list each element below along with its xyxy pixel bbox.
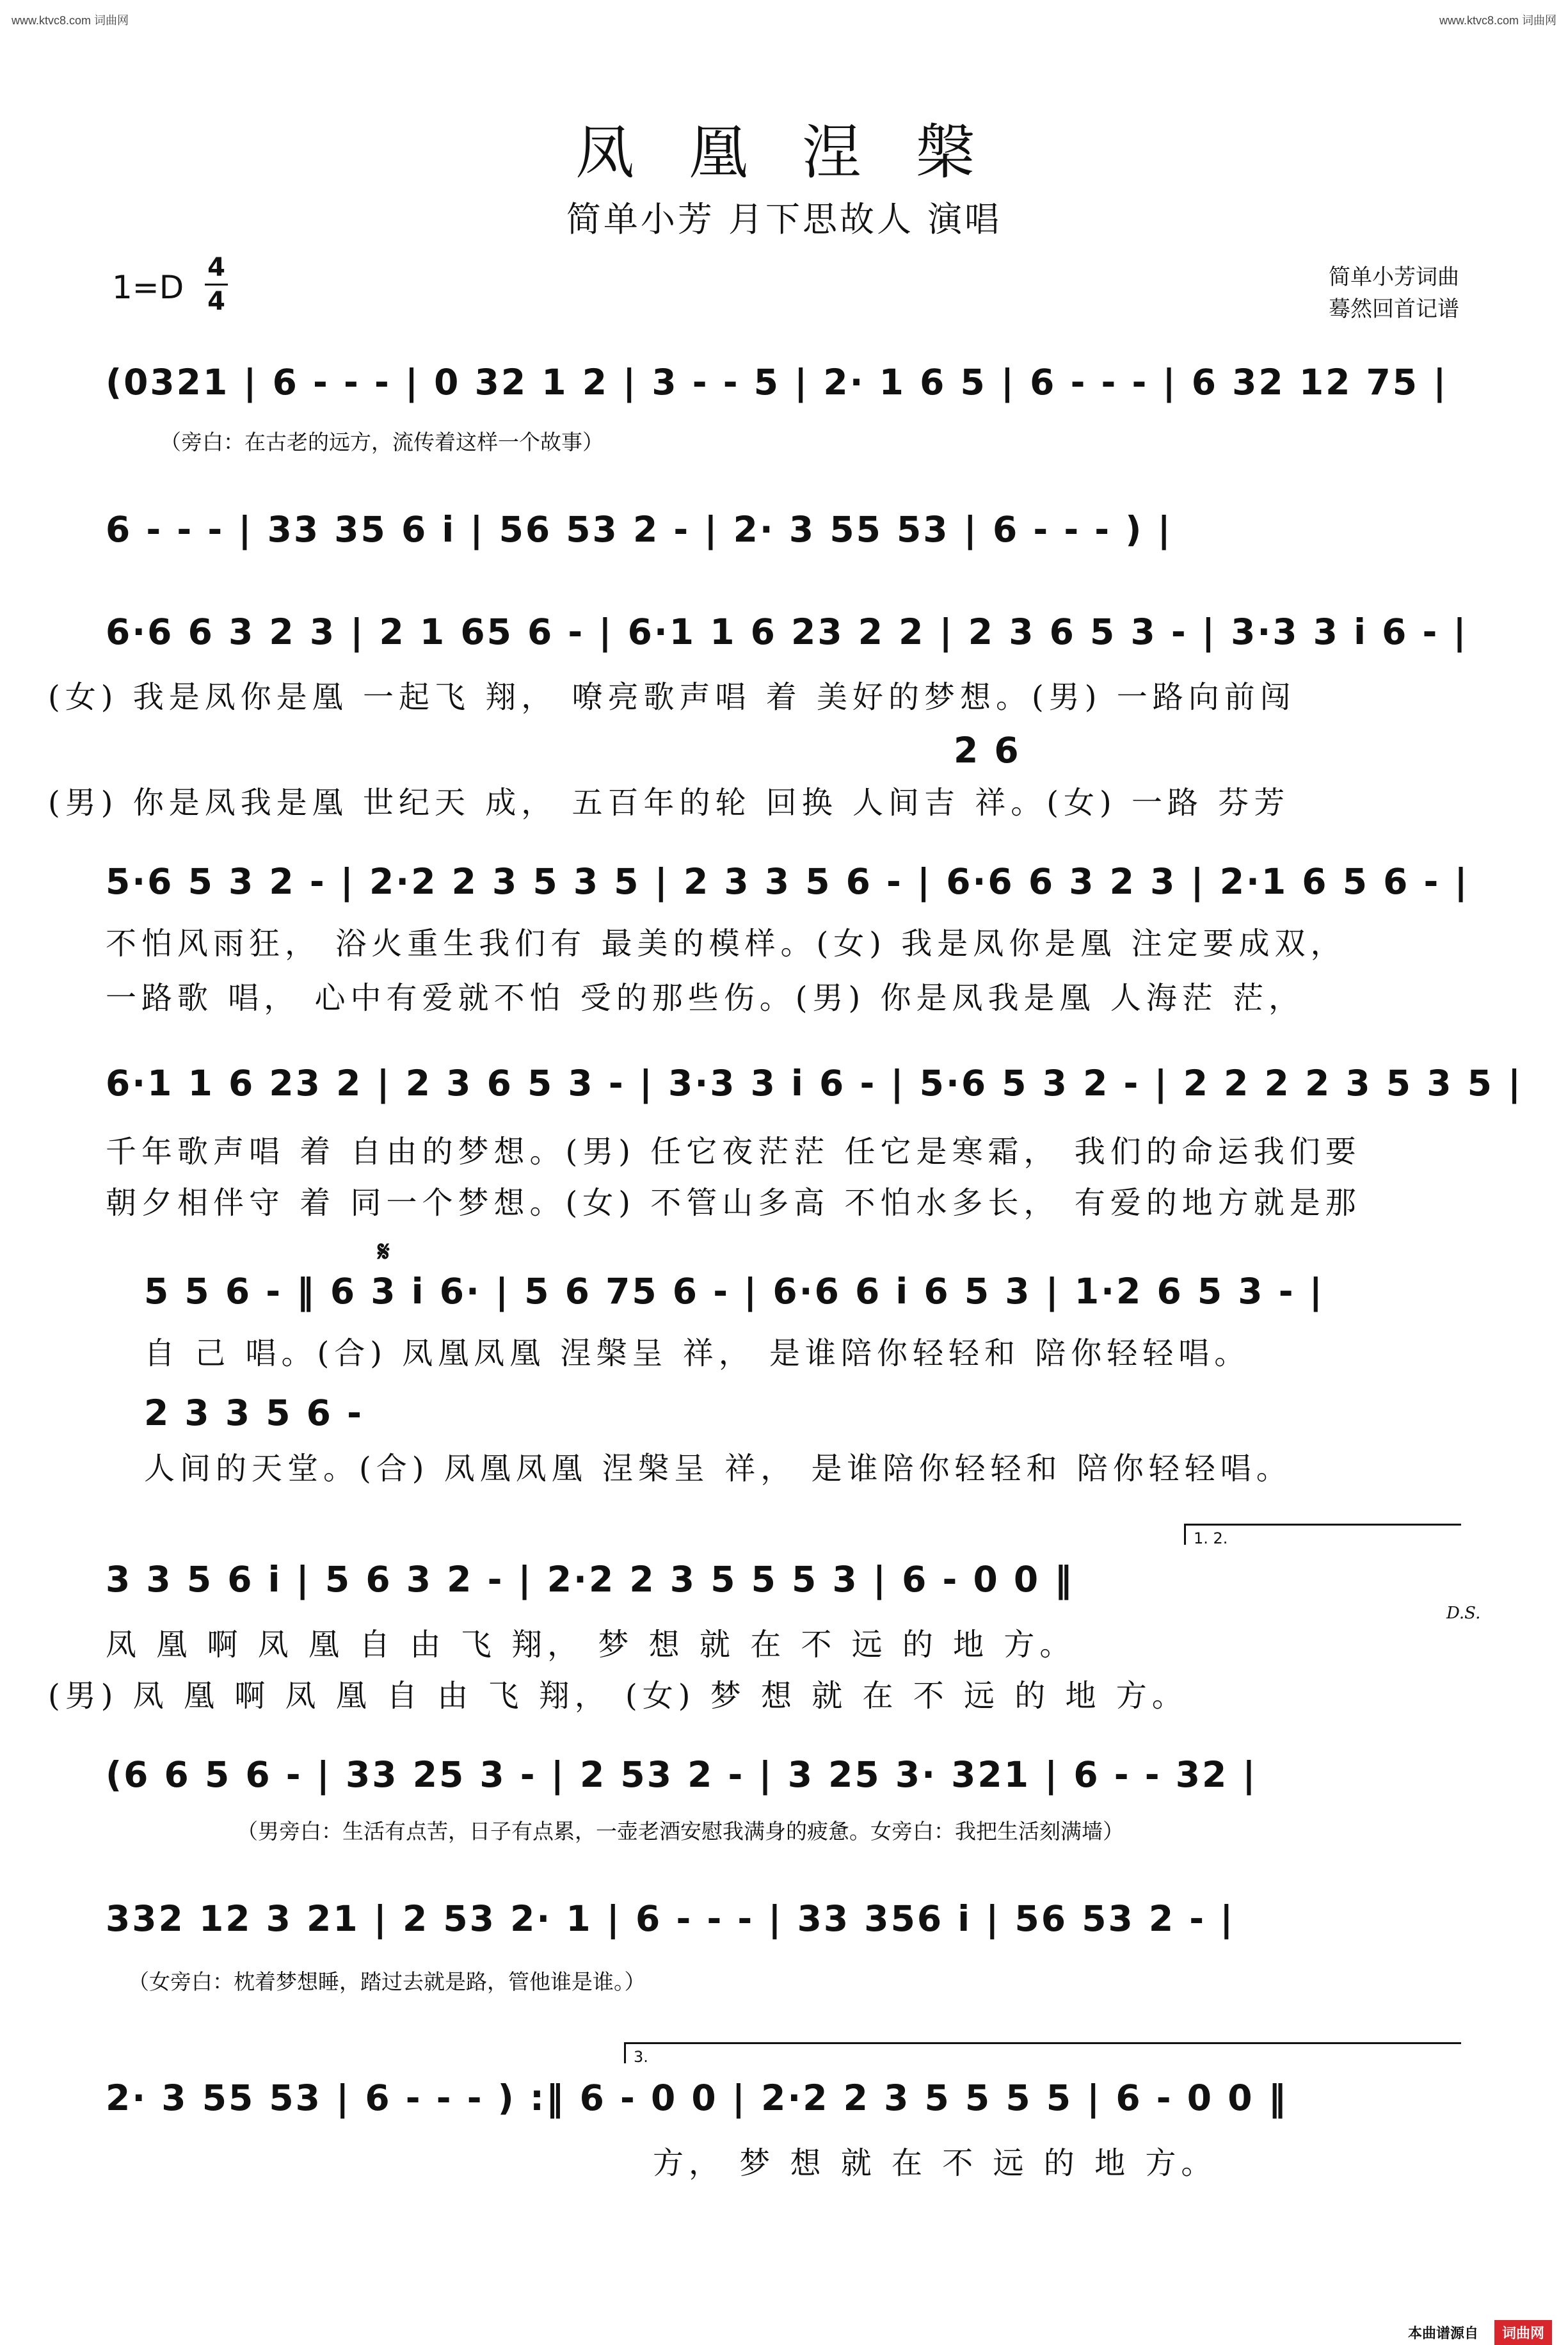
watermark-left: www.ktvc8.com 词曲网 bbox=[12, 14, 129, 27]
lyric-line: 朝夕相伴守 着 同一个梦想。(女) 不管山多高 不怕水多长， 有爱的地方就是那 bbox=[106, 1185, 1361, 1221]
notation-row: (6 6 5 6 - | 33 25 3 - | 2 53 2 - | 3 25 3· 321 | 6 - - 32 | bbox=[106, 1754, 1258, 1795]
lyric-line: 凤 凰 啊 凤 凰 自 由 飞 翔， 梦 想 就 在 不 远 的 地 方。 bbox=[106, 1627, 1076, 1663]
volta-bracket-1-2 bbox=[1184, 1524, 1461, 1545]
song-title: 凤 凰 涅 槃 bbox=[575, 118, 993, 187]
lyric-line: (男) 你是凤我是凰 世纪天 成， 五百年的轮 回换 人间吉 祥。(女) 一路 芬芳 bbox=[48, 785, 1290, 821]
volta-label: 1. 2. bbox=[1194, 1529, 1228, 1547]
dal-segno-mark: D.S. bbox=[1446, 1604, 1481, 1623]
key-signature: 1=D bbox=[112, 269, 184, 306]
footer-brand: 词曲网 bbox=[1494, 2320, 1552, 2345]
notation-fragment: 2 3 3 5 6 - bbox=[144, 1392, 364, 1433]
notation-row: 332 12 3 21 | 2 53 2· 1 | 6 - - - | 33 356 i | 56 53 2 - | bbox=[106, 1898, 1235, 1939]
lyric-line: (女) 我是凤你是凰 一起飞 翔， 嘹亮歌声唱 着 美好的梦想。(男) 一路向前闯 bbox=[48, 679, 1296, 715]
time-signature bbox=[204, 253, 229, 316]
notation-row: 6·1 1 6 23 2 | 2 3 6 5 3 - | 3·3 3 i 6 - | 5·6 5 3 2 - | 2 2 2 2 3 5 3 5 | bbox=[106, 1063, 1523, 1104]
footer-source: 本曲谱源自 bbox=[1408, 2325, 1479, 2341]
volta-bracket-3 bbox=[624, 2042, 1461, 2066]
narration-note: （女旁白：枕着梦想睡，踏过去就是路，管他谁是谁。） bbox=[128, 1969, 646, 1994]
lyric-line: (男) 凤 凰 啊 凤 凰 自 由 飞 翔， (女) 梦 想 就 在 不 远 的 地 方。 bbox=[48, 1678, 1188, 1714]
lyric-line: 千年歌声唱 着 自由的梦想。(男) 任它夜茫茫 任它是寒霜， 我们的命运我们要 bbox=[106, 1134, 1361, 1170]
notation-row: 5 5 6 - ‖ 6 3 i 6· | 5 6 75 6 - | 6·6 6 i 6 5 3 | 1·2 6 5 3 - | bbox=[144, 1271, 1324, 1312]
lyric-line: 一路歌 唱， 心中有爱就不怕 受的那些伤。(男) 你是凤我是凰 人海茫 茫， bbox=[106, 980, 1305, 1016]
narration-note: （男旁白：生活有点苦，日子有点累，一壶老酒安慰我满身的疲惫。女旁白：我把生活刻满墙） bbox=[237, 1819, 1124, 1844]
notation-fragment: 2 6 bbox=[954, 730, 1021, 771]
watermark-right: www.ktvc8.com 词曲网 bbox=[1439, 14, 1556, 27]
lyric-line: 方， 梦 想 就 在 不 远 的 地 方。 bbox=[653, 2145, 1217, 2181]
credit-composer: 简单小芳词曲 bbox=[1329, 264, 1459, 290]
lyric-line: 不怕风雨狂， 浴火重生我们有 最美的模样。(女) 我是凤你是凰 注定要成双， bbox=[106, 926, 1347, 962]
time-signature-top: 4 bbox=[207, 253, 225, 282]
narration-note: （旁白：在古老的远方，流传着这样一个故事） bbox=[160, 430, 604, 455]
credit-transcriber: 蓦然回首记谱 bbox=[1329, 296, 1459, 322]
segno-sign: 𝄋 bbox=[378, 1236, 390, 1268]
notation-row: 5·6 5 3 2 - | 2·2 2 3 5 3 5 | 2 3 3 5 6 - | 6·6 6 3 2 3 | 2·1 6 5 6 - | bbox=[106, 861, 1469, 902]
song-subtitle: 简单小芳 月下思故人 演唱 bbox=[566, 199, 1002, 239]
notation-row: 6 - - - | 33 35 6 i | 56 53 2 - | 2· 3 55 53 | 6 - - - ) | bbox=[106, 509, 1172, 550]
lyric-line: 自 己 唱。(合) 凤凰凤凰 涅槃呈 祥， 是谁陪你轻轻和 陪你轻轻唱。 bbox=[144, 1335, 1251, 1371]
lyric-line: 人间的天堂。(合) 凤凰凤凰 涅槃呈 祥， 是谁陪你轻轻和 陪你轻轻唱。 bbox=[144, 1451, 1292, 1487]
time-signature-bottom: 4 bbox=[207, 287, 225, 316]
notation-row: 6·6 6 3 2 3 | 2 1 65 6 - | 6·1 1 6 23 2 2 | 2 3 6 5 3 - | 3·3 3 i 6 - | bbox=[106, 611, 1468, 652]
notation-row: 2· 3 55 53 | 6 - - - ) :‖ 6 - 0 0 | 2·2 2 3 5 5 5 5 | 6 - 0 0 ‖ bbox=[106, 2077, 1288, 2118]
volta-label: 3. bbox=[634, 2048, 648, 2066]
notation-row: (0321 | 6 - - - | 0 32 1 2 | 3 - - 5 | 2· 1 6 5 | 6 - - - | 6 32 12 75 | bbox=[106, 362, 1448, 403]
notation-row: 3 3 5 6 i | 5 6 3 2 - | 2·2 2 3 5 5 5 3 | 6 - 0 0 ‖ bbox=[106, 1559, 1074, 1600]
